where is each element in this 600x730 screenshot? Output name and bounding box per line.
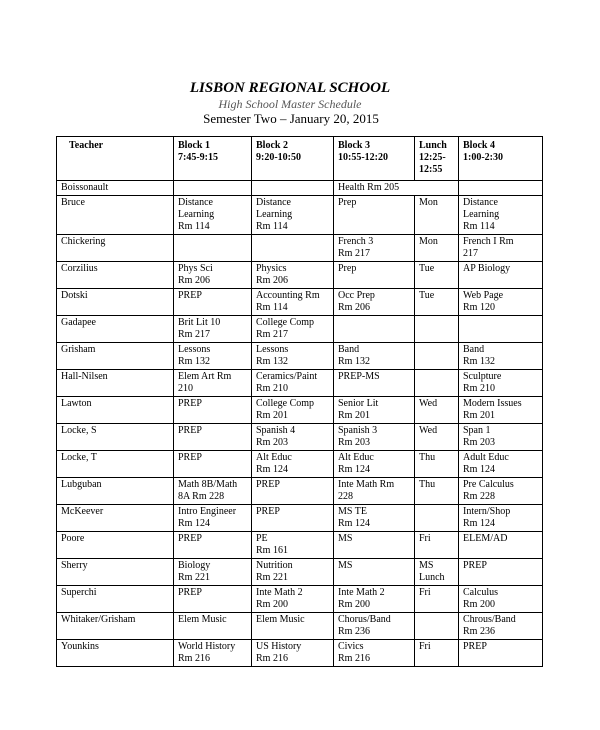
block-4-cell: PREP [459, 559, 543, 586]
block-4-cell: Pre Calculus Rm 228 [459, 478, 543, 505]
table-row [57, 640, 543, 667]
teacher-cell: Grisham [57, 343, 174, 370]
block-4-cell: PREP [459, 640, 543, 667]
teacher-cell: Superchi [57, 586, 174, 613]
teacher-cell: Gadapee [57, 316, 174, 343]
table-row [57, 505, 543, 532]
table-row [57, 289, 543, 316]
block-3-cell: PREP-MS [334, 370, 415, 397]
lunch-cell [415, 370, 459, 397]
block-3-cell: Band Rm 132 [334, 343, 415, 370]
block-3-cell: Inte Math 2 Rm 200 [334, 586, 415, 613]
table-header-row [57, 137, 543, 181]
block-4-cell: French I Rm 217 [459, 235, 543, 262]
column-header-lunch: Lunch 12:25- 12:55 [415, 137, 459, 181]
block-4-cell: Distance Learning Rm 114 [459, 196, 543, 235]
lunch-cell: Fri [415, 532, 459, 559]
block-4-cell: AP Biology [459, 262, 543, 289]
teacher-cell: Younkins [57, 640, 174, 667]
block-1-cell: Intro Engineer Rm 124 [174, 505, 252, 532]
block-3-cell: Prep [334, 196, 415, 235]
lunch-cell [415, 613, 459, 640]
block-2-cell: Physics Rm 206 [252, 262, 334, 289]
column-header-block-3: Block 3 10:55-12:20 [334, 137, 415, 181]
table-row [57, 196, 543, 235]
block-2-cell: College Comp Rm 217 [252, 316, 334, 343]
block-4-cell: Chrous/Band Rm 236 [459, 613, 543, 640]
block-1-cell: Distance Learning Rm 114 [174, 196, 252, 235]
lunch-cell [415, 505, 459, 532]
table-row [57, 262, 543, 289]
block-1-cell: PREP [174, 532, 252, 559]
teacher-cell: Chickering [57, 235, 174, 262]
block-4-cell [459, 181, 543, 196]
teacher-cell: Poore [57, 532, 174, 559]
block-3-cell [334, 316, 415, 343]
block-4-cell: Modern Issues Rm 201 [459, 397, 543, 424]
block-3-cell: Civics Rm 216 [334, 640, 415, 667]
block-2-cell: Accounting Rm Rm 114 [252, 289, 334, 316]
lunch-cell: Wed [415, 397, 459, 424]
lunch-cell [415, 316, 459, 343]
block-2-cell: Nutrition Rm 221 [252, 559, 334, 586]
table-row [57, 451, 543, 478]
teacher-cell: Hall-Nilsen [57, 370, 174, 397]
lunch-cell: MS Lunch [415, 559, 459, 586]
column-header-block-2: Block 2 9:20-10:50 [252, 137, 334, 181]
block-3-cell: Senior Lit Rm 201 [334, 397, 415, 424]
block-1-cell: PREP [174, 424, 252, 451]
column-header-block-4: Block 4 1:00-2:30 [459, 137, 543, 181]
block-1-cell: Brit Lit 10 Rm 217 [174, 316, 252, 343]
lunch-cell: Fri [415, 640, 459, 667]
block-4-cell: Adult Educ Rm 124 [459, 451, 543, 478]
block-3-cell: Inte Math Rm 228 [334, 478, 415, 505]
teacher-cell: Dotski [57, 289, 174, 316]
block-2-cell: Spanish 4 Rm 203 [252, 424, 334, 451]
block-3-cell: MS [334, 559, 415, 586]
block-3-cell: Prep [334, 262, 415, 289]
block-3-cell: Occ Prep Rm 206 [334, 289, 415, 316]
lunch-cell: Wed [415, 424, 459, 451]
block-2-cell: Alt Educ Rm 124 [252, 451, 334, 478]
lunch-cell: Tue [415, 289, 459, 316]
block-3-cell: French 3 Rm 217 [334, 235, 415, 262]
block-2-cell [252, 235, 334, 262]
block-4-cell [459, 316, 543, 343]
lunch-cell: Tue [415, 262, 459, 289]
block-2-cell: College Comp Rm 201 [252, 397, 334, 424]
table-row [57, 370, 543, 397]
block-2-cell: PREP [252, 505, 334, 532]
block-4-cell: Sculpture Rm 210 [459, 370, 543, 397]
lunch-cell: Thu [415, 451, 459, 478]
block-3-cell: MS [334, 532, 415, 559]
block-4-cell: Calculus Rm 200 [459, 586, 543, 613]
block-2-cell: US History Rm 216 [252, 640, 334, 667]
block-1-cell: Math 8B/Math 8A Rm 228 [174, 478, 252, 505]
column-header-teacher: Teacher [57, 137, 174, 181]
block-4-cell: Span 1 Rm 203 [459, 424, 543, 451]
teacher-cell: Whitaker/Grisham [57, 613, 174, 640]
block-1-cell [174, 181, 252, 196]
table-row [57, 532, 543, 559]
semester-date: Semester Two – January 20, 2015 [203, 111, 379, 126]
teacher-cell: Lubguban [57, 478, 174, 505]
lunch-cell: Mon [415, 196, 459, 235]
table-row [57, 316, 543, 343]
table-row [57, 235, 543, 262]
teacher-cell: Sherry [57, 559, 174, 586]
teacher-cell: Locke, T [57, 451, 174, 478]
table-row [57, 586, 543, 613]
block-1-cell: Biology Rm 221 [174, 559, 252, 586]
block-1-cell: World History Rm 216 [174, 640, 252, 667]
block-3-cell: Alt Educ Rm 124 [334, 451, 415, 478]
lunch-cell [415, 343, 459, 370]
school-title: LISBON REGIONAL SCHOOL [189, 80, 391, 96]
block-4-cell: Intern/Shop Rm 124 [459, 505, 543, 532]
block-1-cell: PREP [174, 451, 252, 478]
teacher-cell: McKeever [57, 505, 174, 532]
table-row [57, 478, 543, 505]
block-3-cell: MS TE Rm 124 [334, 505, 415, 532]
table-row [57, 181, 543, 196]
column-header-block-1: Block 1 7:45-9:15 [174, 137, 252, 181]
block-2-cell: PREP [252, 478, 334, 505]
table-row [57, 343, 543, 370]
teacher-cell: Corzilius [57, 262, 174, 289]
table-row [57, 613, 543, 640]
block-1-cell: PREP [174, 397, 252, 424]
block-1-cell [174, 235, 252, 262]
block-4-cell: Web Page Rm 120 [459, 289, 543, 316]
block-2-cell: Lessons Rm 132 [252, 343, 334, 370]
block-2-cell: PE Rm 161 [252, 532, 334, 559]
block-2-cell: Ceramics/Paint Rm 210 [252, 370, 334, 397]
table-row [57, 397, 543, 424]
block-1-cell: Phys Sci Rm 206 [174, 262, 252, 289]
block-4-cell: ELEM/AD [459, 532, 543, 559]
block-1-cell: Lessons Rm 132 [174, 343, 252, 370]
block-1-cell: PREP [174, 289, 252, 316]
block-2-cell: Distance Learning Rm 114 [252, 196, 334, 235]
table-row [57, 424, 543, 451]
block-1-cell: PREP [174, 586, 252, 613]
teacher-cell: Bruce [57, 196, 174, 235]
lunch-cell: Fri [415, 586, 459, 613]
block-2-cell: Inte Math 2 Rm 200 [252, 586, 334, 613]
lunch-cell: Mon [415, 235, 459, 262]
table-row [57, 559, 543, 586]
block-1-cell: Elem Art Rm 210 [174, 370, 252, 397]
block-2-cell: Elem Music [252, 613, 334, 640]
block-3-cell: Spanish 3 Rm 203 [334, 424, 415, 451]
teacher-cell: Locke, S [57, 424, 174, 451]
schedule-subtitle: High School Master Schedule [218, 97, 362, 111]
teacher-cell: Boissonault [57, 181, 174, 196]
block-4-cell: Band Rm 132 [459, 343, 543, 370]
block-1-cell: Elem Music [174, 613, 252, 640]
block-3-cell: Chorus/Band Rm 236 [334, 613, 415, 640]
master-schedule-table [56, 136, 543, 667]
teacher-cell: Lawton [57, 397, 174, 424]
block-3-lunch-span-cell: Health Rm 205 [334, 181, 459, 196]
block-2-cell [252, 181, 334, 196]
lunch-cell: Thu [415, 478, 459, 505]
